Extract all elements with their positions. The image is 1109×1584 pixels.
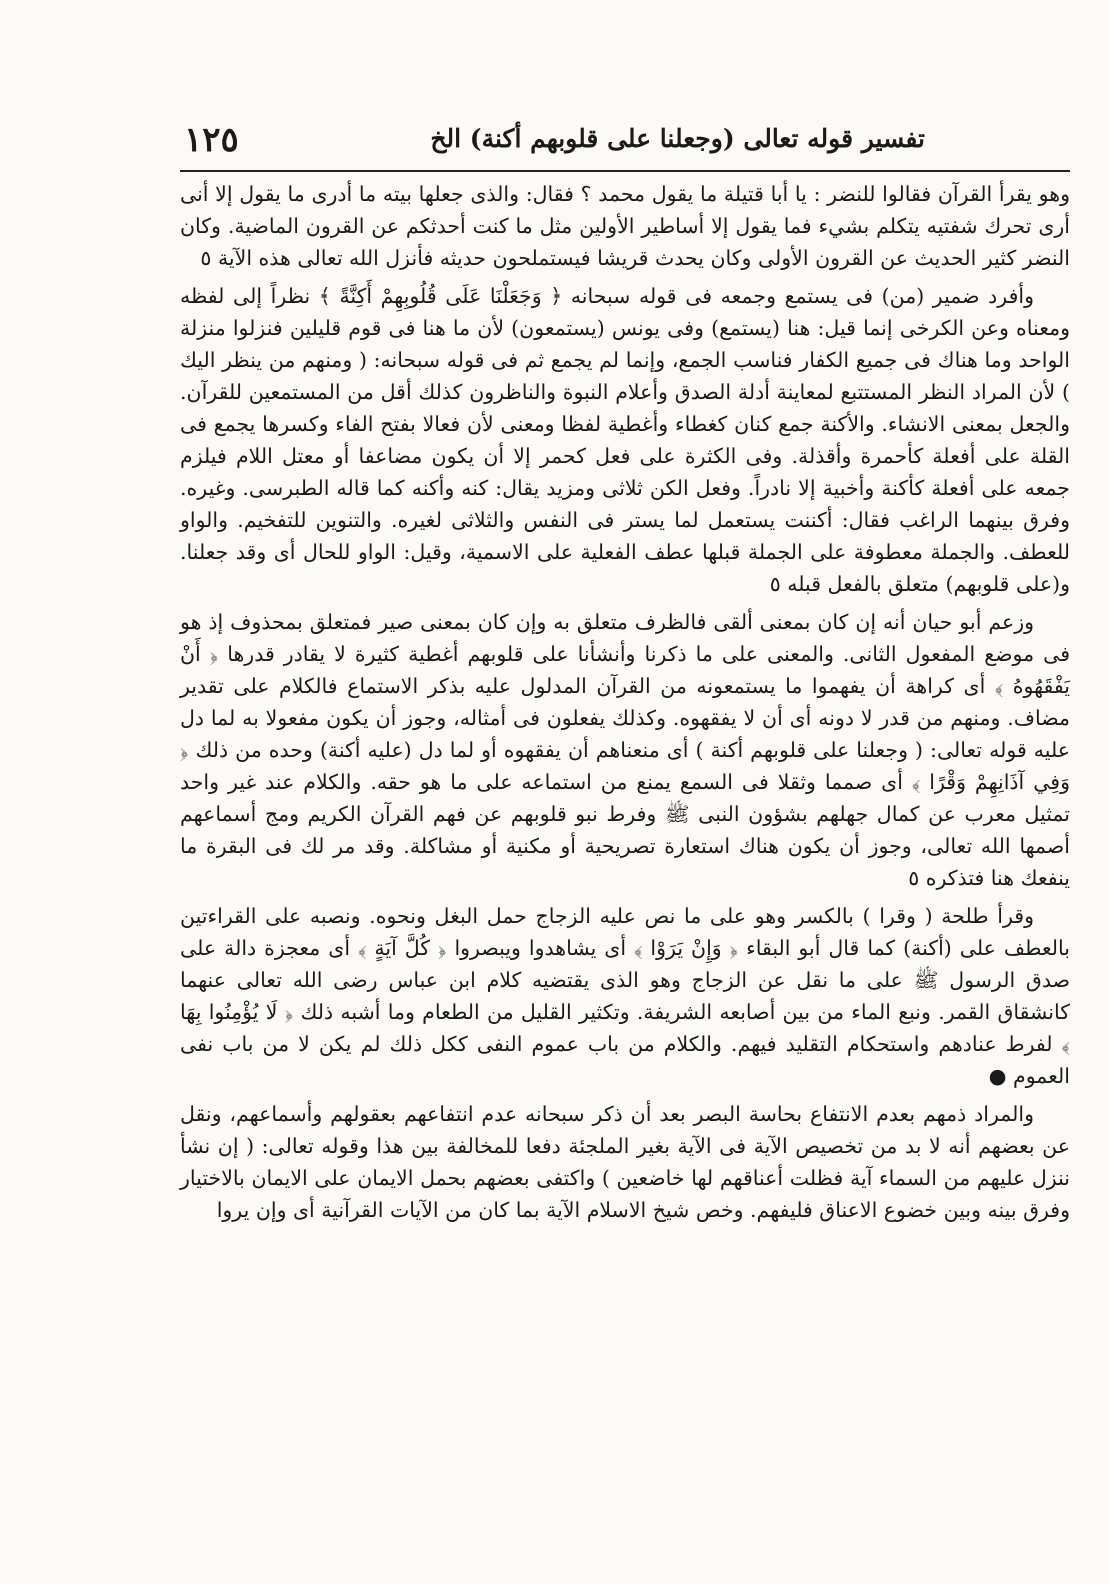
body-text [180,178,1070,1226]
paragraph: وزعم أبو حيان أنه إن كان بمعنى ألقى فالظرف متعلق به وإن كان بمعنى صير فمتعلق بمحذوف إذ هو فى موضع المفعول الثانى. والمعنى على ما ذكرنا وأنشأنا على قلوبهم أغطية كثيرة لا يقادر قدرها ﴿ أَنْ يَفْقَهُوهُ ﴾ أى كراهة أن يفهموا ما يستمعونه من القرآن المدلول عليه بذكر الاستماع فالكلام على تقدير مضاف. ومنهم من قدر لا دونه أى أن لا يفقهوه. وكذلك يفعلون فى أمثاله، وجوز أن يكون مفعولا به لما دل عليه قوله تعالى: ( وجعلنا على قلوبهم أكنة ) أى منعناهم أن يفقهوه أو لما دل (عليه أكنة) وحده من ذلك ﴿ وَفِي آذَانِهِمْ وَقْرًا ﴾ أى صمما وثقلا فى السمع يمنع من استماعه على ما هو حقه. والكلام عند غير واحد تمثيل معرب عن كمال جهلهم بشؤون النبى ﷺ وفرط نبو قلوبهم عن فهم القرآن الكريم ومج أسماعهم أصمها الله تعالى، وجوز أن يكون هناك استعارة تصريحية أو مكنية أو مشاكلة. وقد مر لك فى البقرة ما ينفعك هنا فتذكره ٥ [180,610,1070,890]
paragraph: والمراد ذمهم بعدم الانتفاع بحاسة البصر بعد أن ذكر سبحانه عدم انتفاعهم بعقولهم وأسماعهم، ونقل عن بعضهم أنه لا بد من تخصيص الآية فى الآية بغير الملجئة دفعا للمخالفة بين هذا وقوله تعالى: ( إن نشأ ننزل عليهم من السماء آية فظلت أعناقهم لها خاضعين ) واكتفى بعضهم بحمل الايمان على الايمان بالاختيار وفرق بينه وبين خضوع الاعناق فليفهم. وخص شيخ الاسلام الآية بما كان من الآيات القرآنية أى وإن يروا [180,1102,1070,1222]
page-header [180,118,925,166]
paragraph: وأفرد ضمير (من) فى يستمع وجمعه فى قوله سبحانه ﴿ وَجَعَلْنَا عَلَى قُلُوبِهِمْ أَكِنَّةً ﴾ نظراً إلى لفظه ومعناه وعن الكرخى إنما قيل: هنا (يستمع) وفى يونس (يستمعون) لأن ما هنا فى قوم قليلين فنزلوا منزلة الواحد وما هناك فى جميع الكفار فناسب الجمع، وإنما لم يجمع ثم فى قوله سبحانه: ( ومنهم من ينظر اليك ) لأن المراد النظر المستتبع لمعاينة أدلة الصدق وأعلام النبوة والناظرون كذلك أقل من المستمعين للقرآن. والجعل بمعنى الانشاء. والأكنة جمع كنان كغطاء وأغطية لفظا ومعنى لأن فعالا بفتح الفاء وكسرها يجمع فى القلة على أفعلة كأحمرة وأقذلة. وفى الكثرة على فعل كحمر إلا أن يكون مضاعفا أو معتل اللام فيلزم جمعه على أفعلة كأكنة وأخبية إلا نادراً. وفعل الكن ثلاثى ومزيد يقال: كنه وأكنه كما قاله الطبرسى. وغيره. وفرق بينهما الراغب فقال: أكننت يستعمل لما يستر فى النفس والثلاثى لغيره. والتنوين للتفخيم. والواو للعطف. والجملة معطوفة على الجملة قبلها عطف الفعلية على الاسمية، وقيل: الواو للحال أى وقد جعلنا. و(على قلوبهم) متعلق بالفعل قبله ٥ [180,284,1070,596]
running-title: تفسير قوله تعالى (وجعلنا على قلوبهم أكنة) الخ [430,124,925,153]
paragraph: وهو يقرأ القرآن فقالوا للنضر : يا أبا قتيلة ما يقول محمد ؟ فقال: والذى جعلها بيته ما أدرى ما يقول إلا أنى أرى تحرك شفتيه يتكلم بشيء فما يقول إلا أساطير الأولين مثل ما كنت أحدثكم عن القرون الماضية. وكان النضر كثير الحديث عن القرون الأولى وكان يحدث قريشا فيستملحون حديثه فأنزل الله تعالى هذه الآية ٥ [180,182,1070,270]
page-number: ١٢٥ [184,120,239,160]
header-rule [180,170,1070,172]
paragraph: وقرأ طلحة ( وقرا ) بالكسر وهو على ما نص عليه الزجاج حمل البغل ونحوه. ونصبه على القراءتين بالعطف على (أكنة) كما قال أبو البقاء ﴿ وَإِنْ يَرَوْا ﴾ أى يشاهدوا ويبصروا ﴿ كُلَّ آيَةٍ ﴾ أى معجزة دالة على صدق الرسول ﷺ على ما نقل عن الزجاج وهو الذى يقتضيه كلام ابن عباس رضى الله تعالى عنهما كانشقاق القمر. ونبع الماء من بين أصابعه الشريفة. وتكثير القليل من الطعام وما أشبه ذلك ﴿ لَا يُؤْمِنُوا بِهَا ﴾ لفرط عنادهم واستحكام التقليد فيهم. والكلام من باب عموم النفى ككل ذلك لم يكن لا من باب نفى العموم ● [180,904,1070,1088]
